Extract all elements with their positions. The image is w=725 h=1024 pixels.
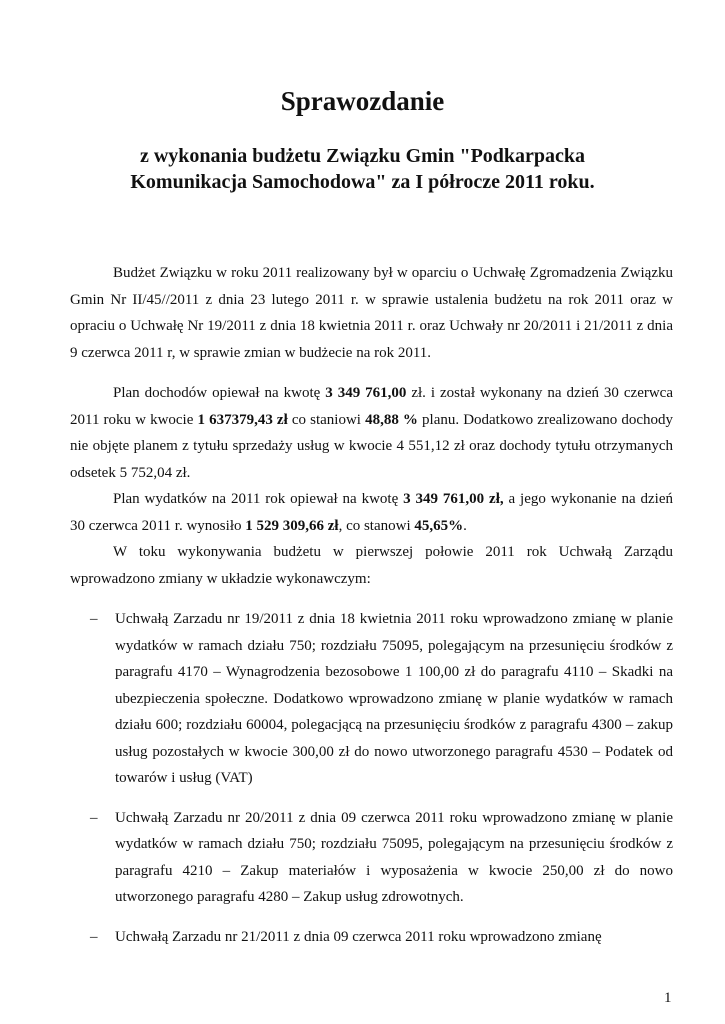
revenue-text-2: zł. i został wykonany na dzień 30 czerwca 2011 roku w kwocie	[70, 385, 673, 428]
paragraph-revenue	[70, 380, 673, 486]
list-item-text: Uchwałą Zarzadu nr 21/2011 z dnia 09 czerwca 2011 roku wprowadzono zmianę	[115, 928, 602, 945]
expenditure-percent: 45,65%	[414, 517, 464, 534]
list-item	[70, 924, 673, 951]
revenue-text-1: Plan dochodów opiewał na kwotę	[113, 385, 326, 401]
document-title: Sprawozdanie	[280, 86, 445, 116]
revenue-text-4: planu. Dodatkowo zrealizowano dochody nie objęte planem z tytułu sprzedaży usług w kwocie 4 551,12 zł oraz dochody tytułu otrzymanych odsetek 5 752,04 zł.	[70, 411, 673, 481]
list-item	[70, 606, 673, 792]
page-number: 1	[664, 990, 672, 1006]
paragraph-budget-basis: Budżet Związku w roku 2011 realizowany był w oparciu o Uchwałę Zgromadzenia Związku Gmin Nr II/45//2011 z dnia 23 lutego 2011 r. w sprawie ustalenia budżetu na rok 2011 oraz w opraciu o Uchwałę Nr 19/2011 z dnia 18 kwietnia 2011 r. oraz Uchwały nr 20/2011 i 21/2011 z dnia 9 czerwca 2011 r, w sprawie zmian w budżecie na rok 2011.	[70, 265, 673, 361]
list-item	[70, 805, 673, 911]
expenditure-text-3: , co stanowi	[338, 517, 415, 534]
list-item-text: Uchwałą Zarzadu nr 20/2011 z dnia 09 czerwca 2011 roku wprowadzono zmianę w planie wydatków w ramach działu 750; rozdziału 75095, polegającym na przesunięciu środków z paragrafu 4210 – Zakup materiałów i wyposażenia w kwocie 250,00 zł do nowo utworzonego paragrafu 4280 – Zakup usług zdrowotnych.	[115, 809, 673, 905]
paragraph-expenditure	[70, 486, 673, 539]
expenditure-text-1: Plan wydatków na 2011 rok opiewał na kwotę	[113, 491, 404, 507]
document-subtitle	[0, 143, 725, 195]
dash-bullet: –	[90, 809, 98, 826]
revenue-text-3: co staniowi	[287, 411, 366, 428]
paragraph-changes-intro: W toku wykonywania budżetu w pierwszej połowie 2011 rok Uchwałą Zarządu wprowadzono zmiany w układzie wykonawczym:	[70, 544, 673, 587]
revenue-percent: 48,88 %	[365, 411, 418, 428]
expenditure-executed-amount: 1 529 309,66 zł	[245, 517, 339, 534]
document-body	[70, 260, 673, 963]
dash-bullet: –	[90, 611, 98, 627]
subtitle-line-2: Komunikacja Samochodowa" za I półrocze 2011 roku.	[130, 171, 595, 193]
list-item-text: Uchwałą Zarzadu nr 19/2011 z dnia 18 kwietnia 2011 roku wprowadzono zmianę w planie wydatków w ramach działu 750; rozdziału 75095, polegającym na przesunięciu środków z paragrafu 4170 – Wynagrodzenia bezosobowe 1 100,00 zł do paragrafu 4110 – Skadki na ubezpieczenia społeczne. Dodatkowo wprowadzono zmianę w planie wydatków w ramach działu 600; rozdziału 60004, polegacjącą na przesunięciu środków z paragrafu 4300 – zakup usług pozostałych w kwocie 300,00 zł do nowo utworzonego paragrafu 4530 – Podatek od towarów i usług (VAT)	[115, 611, 673, 786]
dash-bullet: –	[90, 928, 98, 945]
expenditure-text-4: .	[463, 517, 467, 534]
expenditure-text-2: a jego wykonanie na dzień 30 czerwca 2011 r. wynosiło	[70, 491, 673, 534]
changes-list	[70, 606, 673, 950]
revenue-executed-amount: 1 637379,43 zł	[197, 411, 288, 428]
subtitle-line-1: z wykonania budżetu Związku Gmin "Podkarpacka	[139, 145, 586, 167]
revenue-plan-amount: 3 349 761,00	[325, 385, 407, 401]
expenditure-plan-amount: 3 349 761,00 zł,	[403, 491, 504, 507]
